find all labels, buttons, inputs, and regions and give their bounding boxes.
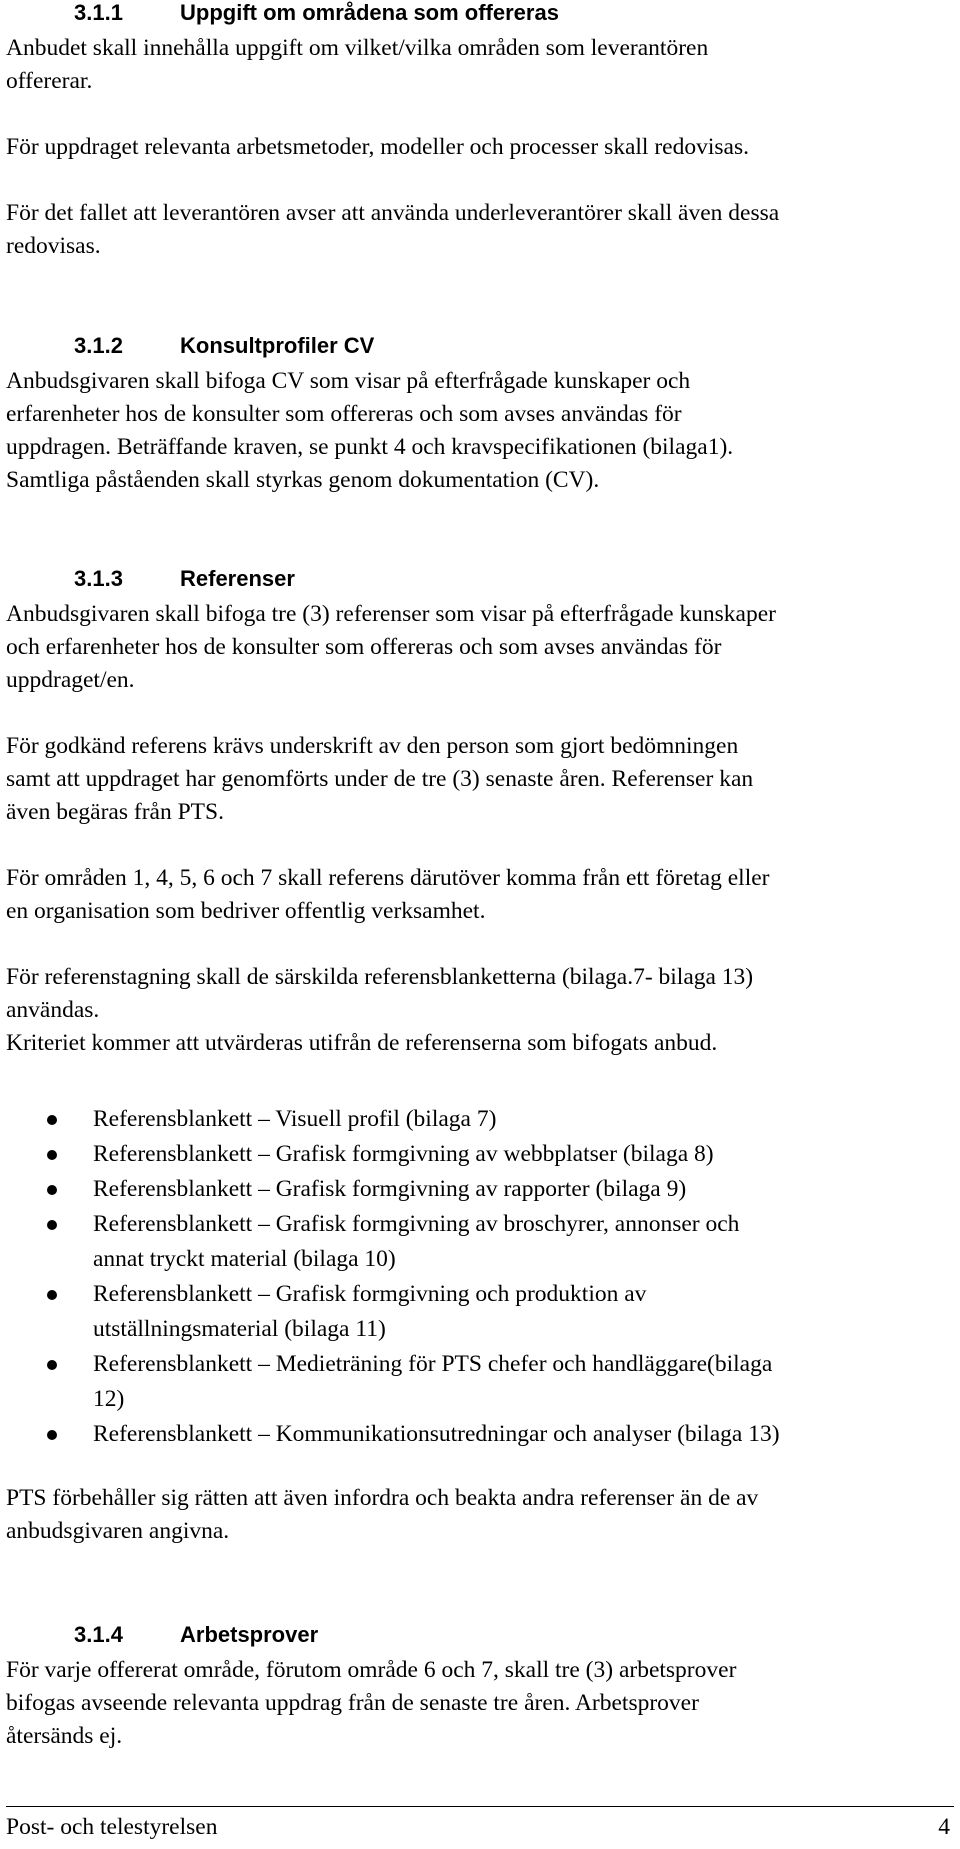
paragraph <box>6 1482 946 1548</box>
paragraph-line: anbudsgivaren angivna. <box>6 1518 230 1544</box>
paragraph <box>6 32 946 98</box>
paragraph-line: PTS förbehåller sig rätten att även infordra och beakta andra referenser än de av <box>6 1485 759 1511</box>
bullet-icon <box>47 1430 57 1440</box>
list-item <box>0 1137 960 1172</box>
section-heading-3-1-1 <box>74 0 559 26</box>
paragraph-line: återsänds ej. <box>6 1723 123 1749</box>
paragraph-line: användas. <box>6 997 100 1023</box>
paragraph-line: För uppdraget relevanta arbetsmetoder, modeller och processer skall redovisas. <box>6 134 749 160</box>
section-title: Referenser <box>180 566 295 591</box>
paragraph-line: uppdraget/en. <box>6 667 135 693</box>
section-number: 3.1.1 <box>74 0 123 25</box>
paragraph-line: samt att uppdraget har genomförts under de tre (3) senaste åren. Referenser kan <box>6 766 754 792</box>
bullet-icon <box>47 1185 57 1195</box>
page-number: 4 <box>938 1814 950 1840</box>
paragraph <box>6 730 946 829</box>
paragraph-line: redovisas. <box>6 233 101 259</box>
list-item-text: utställningsmaterial (bilaga 11) <box>93 1316 386 1342</box>
paragraph-line: uppdragen. Beträffande kraven, se punkt 4 och kravspecifikationen (bilaga1). <box>6 434 734 460</box>
bullet-icon <box>47 1115 57 1125</box>
bullet-icon <box>47 1290 57 1300</box>
list-item <box>0 1207 960 1277</box>
paragraph-line: För områden 1, 4, 5, 6 och 7 skall referens därutöver komma från ett företag eller <box>6 865 770 891</box>
paragraph-line: offererar. <box>6 68 93 94</box>
list-item-text: Referensblankett – Medieträning för PTS chefer och handläggare(bilaga <box>93 1351 773 1377</box>
section-number: 3.1.4 <box>74 1622 123 1647</box>
list-item-text: Referensblankett – Grafisk formgivning av rapporter (bilaga 9) <box>93 1176 687 1202</box>
list-item-text: 12) <box>93 1386 125 1412</box>
paragraph <box>6 961 946 1060</box>
list-item <box>0 1172 960 1207</box>
section-heading-3-1-4 <box>74 1622 318 1648</box>
section-title: Konsultprofiler CV <box>180 333 375 358</box>
list-item-text: annat tryckt material (bilaga 10) <box>93 1246 396 1272</box>
paragraph-line: Kriteriet kommer att utvärderas utifrån de referenserna som bifogats anbud. <box>6 1030 718 1056</box>
paragraph <box>6 197 946 263</box>
list-item-text: Referensblankett – Visuell profil (bilaga 7) <box>93 1106 497 1132</box>
paragraph-line: även begäras från PTS. <box>6 799 224 825</box>
section-title: Uppgift om områdena som offereras <box>180 0 559 25</box>
section-heading-3-1-3 <box>74 566 295 592</box>
list-item <box>0 1347 960 1417</box>
paragraph <box>6 1654 946 1753</box>
list-item-text: Referensblankett – Grafisk formgivning av broschyrer, annonser och <box>93 1211 740 1237</box>
paragraph <box>6 131 946 164</box>
section-title: Arbetsprover <box>180 1622 319 1647</box>
footer-organization: Post- och telestyrelsen <box>6 1814 218 1840</box>
paragraph-line: erfarenheter hos de konsulter som offereras och som avses användas för <box>6 401 682 427</box>
section-number: 3.1.2 <box>74 333 123 358</box>
paragraph-line: Anbudsgivaren skall bifoga CV som visar på efterfrågade kunskaper och <box>6 368 691 394</box>
paragraph-line: bifogas avseende relevanta uppdrag från de senaste tre åren. Arbetsprover <box>6 1690 699 1716</box>
paragraph-line: För referenstagning skall de särskilda referensblanketterna (bilaga.7- bilaga 13) <box>6 964 754 990</box>
list-item <box>0 1102 960 1137</box>
list-item-text: Referensblankett – Grafisk formgivning och produktion av <box>93 1281 647 1307</box>
paragraph-line: en organisation som bedriver offentlig verksamhet. <box>6 898 486 924</box>
section-number: 3.1.3 <box>74 566 123 591</box>
paragraph-line: För varje offererat område, förutom område 6 och 7, skall tre (3) arbetsprover <box>6 1657 737 1683</box>
bullet-icon <box>47 1150 57 1160</box>
paragraph <box>6 365 946 497</box>
list-item-text: Referensblankett – Grafisk formgivning av webbplatser (bilaga 8) <box>93 1141 714 1167</box>
list-item-text: Referensblankett – Kommunikationsutredningar och analyser (bilaga 13) <box>93 1421 780 1447</box>
paragraph-line: För det fallet att leverantören avser att använda underleverantörer skall även dessa <box>6 200 780 226</box>
paragraph-line: För godkänd referens krävs underskrift av den person som gjort bedömningen <box>6 733 739 759</box>
paragraph <box>6 598 946 697</box>
paragraph-line: Anbudet skall innehålla uppgift om vilket/vilka områden som leverantören <box>6 35 709 61</box>
bullet-icon <box>47 1360 57 1370</box>
footer-divider <box>6 1806 954 1807</box>
paragraph-line: Samtliga påståenden skall styrkas genom dokumentation (CV). <box>6 467 600 493</box>
section-heading-3-1-2 <box>74 333 374 359</box>
paragraph <box>6 862 946 928</box>
reference-form-list <box>0 1102 960 1452</box>
paragraph-line: Anbudsgivaren skall bifoga tre (3) referenser som visar på efterfrågade kunskaper <box>6 601 776 627</box>
list-item <box>0 1277 960 1347</box>
bullet-icon <box>47 1220 57 1230</box>
list-item <box>0 1417 960 1452</box>
paragraph-line: och erfarenheter hos de konsulter som offereras och som avses användas för <box>6 634 722 660</box>
